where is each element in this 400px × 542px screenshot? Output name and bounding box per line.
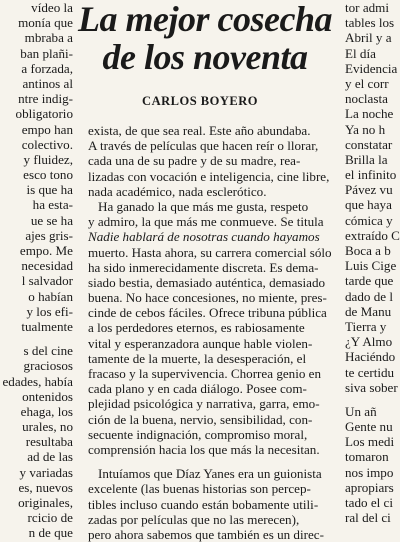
text-line: a forzada,	[21, 60, 73, 76]
text-line: resultaba	[25, 434, 73, 450]
text-line: ajes gris-	[25, 227, 73, 243]
center-column-text	[88, 123, 344, 542]
text-line: y fluidez,	[23, 151, 73, 167]
text-line: tibles incluso cuando están bobamente utili-	[88, 496, 319, 512]
text-line: y admiro, la que más me conmueve. Se titula	[88, 214, 324, 230]
text-line: Nadie hablará de nosotras cuando hayamos	[88, 229, 320, 245]
text-line: Gente nu	[345, 419, 393, 435]
text-line: cinde de cebos fáciles. Ofrece tribuna pública	[88, 305, 327, 321]
text-line: ue se ha	[30, 212, 73, 228]
text-line: lizadas con vocación e inteligencia, cine libre,	[88, 168, 330, 184]
text-line: s del cine	[23, 343, 73, 359]
text-line: fracaso y la supervivencia. Chorrea genio en	[88, 366, 322, 381]
text-line: ción de la buena, nervio, sensibilidad, con-	[88, 411, 313, 427]
text-line: dado de l	[345, 288, 393, 304]
text-line: pero ahora sabemos que también es un direc-	[88, 526, 324, 542]
text-line: Intuíamos que Díaz Yanes era un guionista	[98, 466, 322, 482]
text-line: empo han	[21, 121, 73, 137]
text-line: l salvador	[21, 273, 73, 289]
text-line: que haya	[345, 197, 392, 213]
text-line: vital y esperanzadora aunque hable violen-	[88, 335, 313, 351]
text-line: exista, de que sea real. Este año abundaba.	[88, 123, 311, 138]
headline-line-2: de los noventa	[102, 37, 308, 77]
text-line: ntre indig-	[18, 91, 73, 107]
text-line: comprensión hacia los que más la necesitan.	[88, 441, 320, 457]
left-column-text	[0, 0, 73, 541]
text-line: Abril y a	[345, 30, 392, 46]
text-line: Un añ	[345, 403, 377, 419]
text-line: is que ha	[26, 182, 73, 198]
text-line: tomaron	[345, 449, 389, 465]
text-line: colectivo.	[21, 136, 73, 152]
text-line: noclasta	[345, 91, 388, 107]
text-line: ad de las	[27, 449, 73, 465]
text-line: cómica y	[345, 212, 393, 228]
text-line: nos impo	[345, 464, 394, 480]
text-line: tamente de la muerte, la desesperación, el	[88, 350, 307, 366]
right-column-text	[345, 0, 400, 525]
byline: CARLOS BOYERO	[142, 94, 258, 108]
text-line: Ha ganado la que más me gusta, respeto	[98, 198, 309, 214]
text-line: obligatorio	[15, 106, 73, 122]
text-line: Haciéndo	[345, 349, 396, 365]
text-line: a los perdedores eternos, es rabiosamente	[88, 320, 305, 336]
text-line: vídeo la	[31, 0, 73, 15]
text-line: Ya no h	[345, 121, 386, 137]
text-line: y el corr	[345, 75, 389, 91]
text-line: Evidencia	[345, 60, 398, 76]
text-line: tables los	[345, 15, 395, 31]
text-line: apropiars	[345, 479, 394, 495]
text-line: y variadas	[19, 464, 73, 480]
text-line: tor admi	[345, 0, 389, 15]
text-line: buena. No hace concesiones, no miente, pres-	[88, 290, 327, 306]
text-line: ha esta-	[32, 197, 73, 213]
headline-line-1: La mejor cosecha	[78, 0, 332, 39]
text-line: rcicio de	[27, 510, 73, 526]
text-line: antinos al	[22, 75, 73, 91]
text-line: ontenidos	[22, 388, 73, 404]
text-line: monía que	[18, 15, 73, 31]
text-line: originales,	[18, 495, 73, 510]
text-line: Los medi	[345, 434, 395, 450]
text-line: tualmente	[21, 318, 73, 334]
text-line: y los efi-	[26, 303, 73, 319]
text-line: ehaga, los	[20, 403, 73, 419]
text-line: esco tono	[23, 167, 73, 183]
paragraph-gap	[345, 395, 400, 404]
text-line: Pávez vu	[345, 182, 393, 198]
text-line: excelente (las buenas historias son percep-	[88, 481, 311, 497]
text-line: siado bestia, demasiado auténtica, demasiado	[88, 274, 326, 290]
text-line: muerto. Hasta ahora, su carrera comercial sólo	[88, 244, 332, 260]
paragraph-gap	[0, 334, 73, 343]
text-line: zadas por películas que no las merecen),	[88, 511, 300, 527]
text-line: extraído C	[345, 227, 400, 243]
text-line: constatar	[345, 136, 393, 152]
text-line: nada académico, nada esclerótico.	[88, 183, 267, 199]
text-line: el infinito	[345, 167, 397, 183]
text-line: o habían	[28, 288, 73, 304]
text-line: ¿Y Almo	[345, 334, 393, 350]
text-line: de Manu	[345, 303, 392, 319]
text-line: Boca a b	[345, 243, 391, 258]
text-line: Luis Cige	[345, 258, 397, 274]
text-line: plejidad psicológica y narrativa, garra, emo-	[88, 396, 320, 412]
text-line: ral del ci	[345, 510, 391, 526]
text-line: n de que	[28, 525, 73, 541]
text-line: siva sober	[345, 379, 398, 395]
paragraph-gap	[88, 457, 344, 466]
text-line: El día	[345, 45, 376, 61]
text-line: cada plano y en cada diálogo. Posee com-	[88, 381, 307, 397]
text-line: cada una de su padre y de su madre, rea-	[88, 153, 301, 169]
text-line: ban plañi-	[20, 45, 73, 61]
text-line: La noche	[345, 106, 394, 122]
text-line: ha sido inmerecidamente discreta. Es dema-	[88, 259, 319, 275]
article-headline	[70, 0, 340, 76]
text-line: empo. Me	[19, 243, 73, 258]
text-line: te certidu	[345, 364, 395, 380]
text-line: tado el ci	[345, 495, 393, 510]
text-line: secuente indignación, compromiso moral,	[88, 426, 308, 442]
text-line: Tierra y	[345, 318, 387, 334]
text-line: es, nuevos	[18, 479, 73, 495]
text-line: graciosos	[23, 358, 73, 374]
text-line: A través de películas que hacen reír o llorar,	[88, 138, 319, 154]
text-line: edades, había	[2, 373, 73, 389]
text-line: necesidad	[21, 258, 73, 274]
text-line: urales, no	[22, 419, 73, 435]
text-line: Brilla la	[345, 151, 388, 167]
text-line: mbraba a	[24, 30, 73, 46]
text-line: tarde que	[345, 273, 394, 289]
